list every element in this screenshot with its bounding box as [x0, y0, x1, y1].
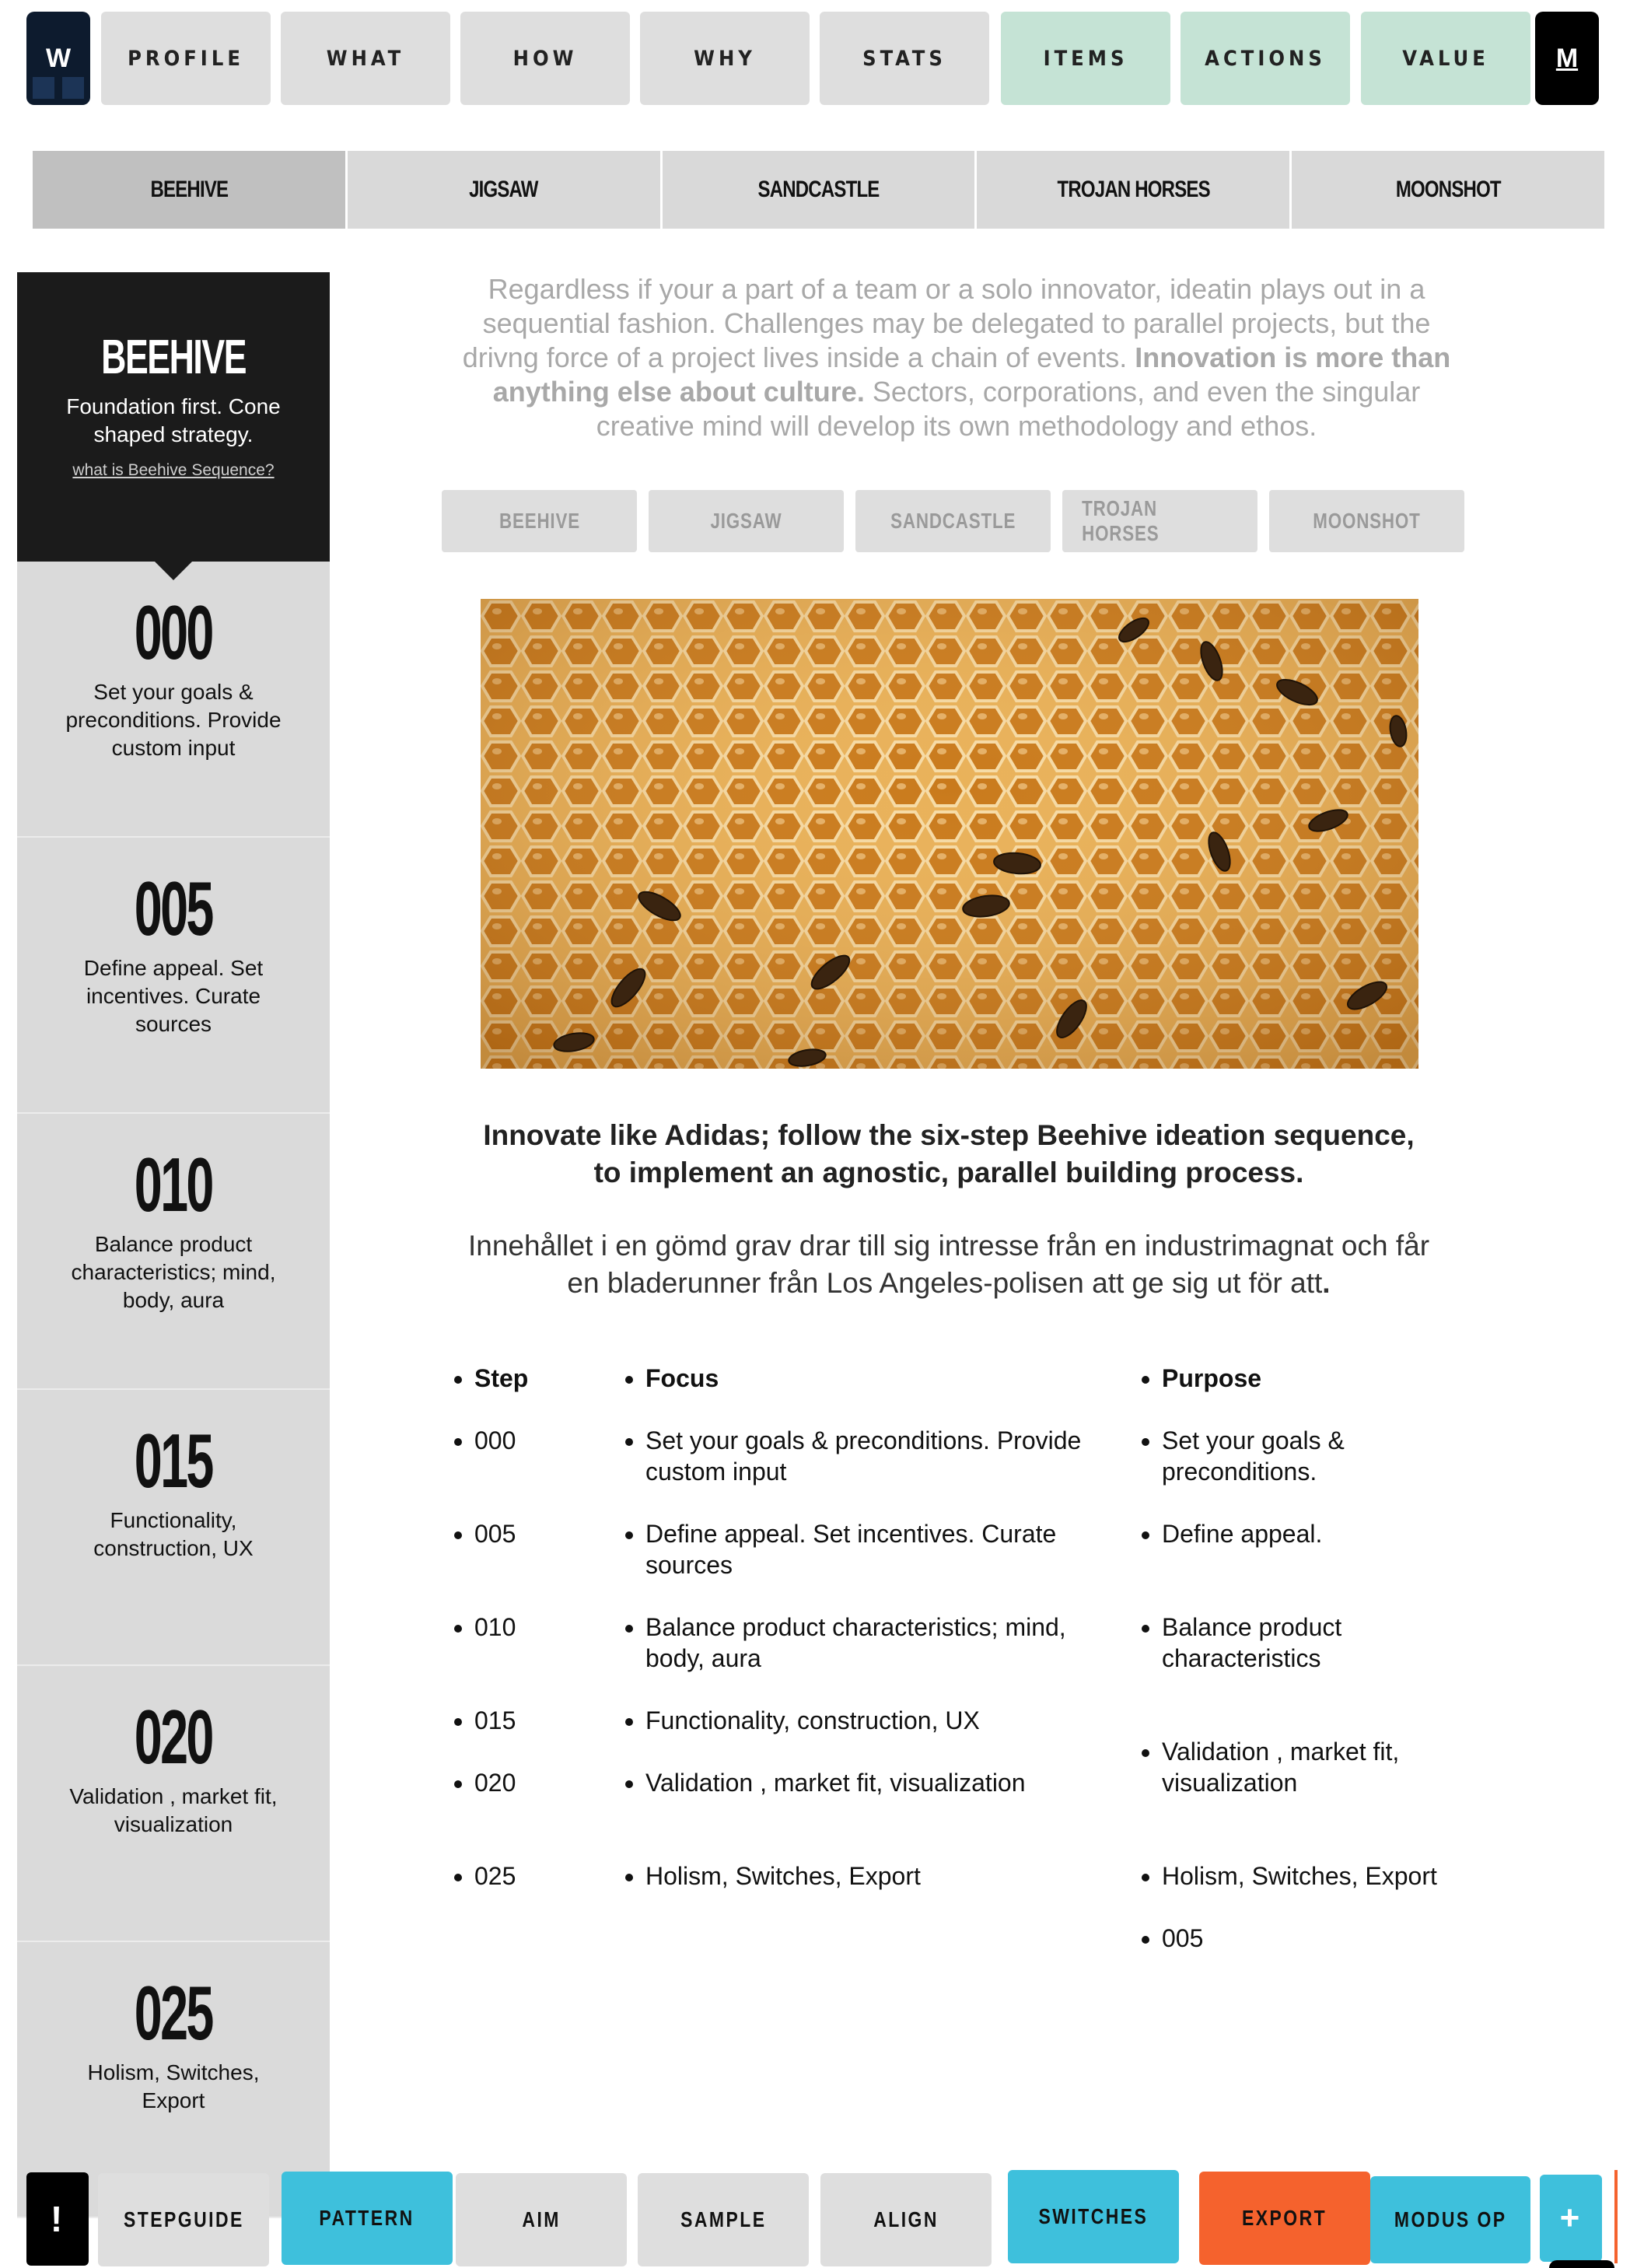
button-label: SAMPLE	[680, 2207, 767, 2231]
table-cell-purpose: • Set your goals & preconditions.	[1162, 1425, 1488, 1487]
export-button[interactable]	[1199, 2172, 1370, 2265]
step-number-text: 015	[134, 1418, 212, 1503]
pill-label: BEEHIVE	[498, 509, 580, 533]
table-cell-focus: • Define appeal. Set incentives. Curate sources	[645, 1518, 1104, 1580]
table-cell-focus: • Holism, Switches, Export	[645, 1860, 1104, 1892]
pill-trojan-horses[interactable]	[1062, 490, 1257, 552]
step-number-text: 025	[134, 1970, 212, 2056]
step-number-text: 020	[134, 1694, 212, 1780]
pill-sandcastle[interactable]	[855, 490, 1051, 552]
tab-label: SANDCASTLE	[757, 177, 880, 202]
table-cell-purpose: • Validation , market fit, visualization	[1162, 1736, 1488, 1798]
table-cell-purpose: • Balance product characteristics	[1162, 1612, 1488, 1674]
step-number	[17, 838, 330, 951]
swedish-paragraph	[467, 1227, 1431, 1302]
table-cell-purpose: • 005	[1162, 1923, 1488, 1954]
button-label: AIM	[522, 2207, 561, 2231]
sidebar-title-text: BEEHIVE	[101, 331, 246, 384]
tab-label: TROJAN HORSES	[1057, 177, 1210, 202]
step-number	[17, 1390, 330, 1503]
logo-m[interactable]: M	[1535, 12, 1599, 105]
tab-moonshot[interactable]	[1292, 151, 1604, 229]
table-cell-step: • 005	[474, 1518, 516, 1549]
top-navigation	[26, 12, 1599, 105]
button-label: SWITCHES	[1038, 2204, 1149, 2228]
step-card-020[interactable]	[17, 1666, 330, 1942]
modus-op-button[interactable]	[1370, 2176, 1530, 2263]
tab-label: JIGSAW	[469, 177, 538, 202]
table-cell-purpose: • Holism, Switches, Export	[1162, 1860, 1488, 1892]
sequence-tabs	[33, 151, 1604, 229]
button-label: ALIGN	[873, 2207, 939, 2231]
nav-profile[interactable]: PROFILE	[101, 12, 271, 105]
alert-button[interactable]: !	[26, 2172, 89, 2266]
step-number-text: 010	[134, 1142, 212, 1227]
step-sidebar	[17, 272, 330, 2218]
step-number-text: 005	[134, 866, 212, 951]
tab-label: BEEHIVE	[150, 177, 228, 202]
step-description: Balance product characteristics; mind, body, aura	[71, 1232, 276, 1312]
table-cell-purpose: • Define appeal.	[1162, 1518, 1488, 1549]
logo-w-letter: W	[45, 43, 72, 73]
table-header-focus: • Focus	[645, 1363, 719, 1394]
align-button[interactable]	[820, 2173, 992, 2266]
table-cell-step: • 010	[474, 1612, 516, 1643]
step-description: Set your goals & preconditions. Provide custom input	[65, 680, 282, 760]
sequence-pills	[442, 490, 1464, 552]
switches-button[interactable]	[1008, 2170, 1179, 2263]
table-cell-step: • 025	[474, 1860, 516, 1892]
nav-how[interactable]: HOW	[460, 12, 630, 105]
pill-jigsaw[interactable]	[649, 490, 844, 552]
headline: Innovate like Adidas; follow the six-step Beehive ideation sequence, to implement an agnostic, parallel building process.	[483, 1119, 1415, 1188]
button-label: EXPORT	[1242, 2206, 1327, 2230]
table-header-step: • Step	[474, 1363, 528, 1394]
nav-what[interactable]: WHAT	[281, 12, 450, 105]
table-cell-step: • 000	[474, 1425, 516, 1456]
step-card-005[interactable]	[17, 838, 330, 1114]
nav-stats[interactable]: STATS	[820, 12, 989, 105]
step-card-000[interactable]	[17, 562, 330, 838]
stepguide-button[interactable]	[98, 2173, 269, 2266]
swedish-end: .	[1322, 1267, 1331, 1299]
sample-button[interactable]	[638, 2173, 809, 2266]
logo-w[interactable]	[26, 12, 90, 105]
tab-label: MOONSHOT	[1395, 177, 1501, 202]
tab-beehive[interactable]	[33, 151, 348, 229]
sidebar-header	[17, 272, 330, 562]
tab-trojan-horses[interactable]	[977, 151, 1292, 229]
button-label: MODUS OP	[1394, 2207, 1507, 2231]
table-cell-step: • 015	[474, 1705, 516, 1736]
table-purpose-column	[1137, 1363, 1527, 1985]
add-button[interactable]: +	[1540, 2175, 1602, 2262]
step-description: Holism, Switches, Export	[87, 2060, 260, 2112]
intro-text-2: Sectors, corporations, and even the singular creative mind will develop its own methodology and ethos.	[596, 376, 1421, 442]
nav-why[interactable]: WHY	[640, 12, 810, 105]
pill-beehive[interactable]	[442, 490, 637, 552]
nav-value[interactable]: VALUE	[1361, 12, 1530, 105]
intro-text-1: Regardless if your a part of a team or a solo innovator, ideatin plays out in a sequential fashion. Challenges may be delegated to parallel projects, but the drivng force of a project lives inside a chain of events.	[462, 273, 1431, 373]
pill-label: MOONSHOT	[1313, 509, 1421, 533]
step-card-010[interactable]	[17, 1114, 330, 1390]
pill-label: TROJAN HORSES	[1082, 496, 1160, 545]
table-cell-focus: • Validation , market fit, visualization	[645, 1767, 1104, 1798]
table-cell-focus: • Balance product characteristics; mind, body, aura	[645, 1612, 1104, 1674]
step-description: Validation , market fit, visualization	[69, 1784, 278, 1836]
step-number	[17, 1666, 330, 1780]
nav-items[interactable]: ITEMS	[1001, 12, 1170, 105]
table-step-column	[449, 1363, 630, 1907]
table-header-purpose: • Purpose	[1162, 1363, 1261, 1394]
step-number	[17, 1114, 330, 1227]
intro-text-bold: Innovation is more than anything else about culture.	[492, 341, 1451, 408]
pattern-button[interactable]	[282, 2172, 453, 2265]
button-label: PATTERN	[319, 2206, 415, 2230]
nav-actions[interactable]: ACTIONS	[1181, 12, 1350, 105]
swedish-text: Innehållet i en gömd grav drar till sig intresse från en industrimagnat och får en bladerunner från Los Angeles-polisen att ge sig ut för att	[467, 1230, 1430, 1299]
table-focus-column	[621, 1363, 1143, 1907]
aim-button[interactable]	[456, 2173, 627, 2266]
table-cell-step: • 020	[474, 1767, 516, 1798]
table-cell-focus: • Functionality, construction, UX	[645, 1705, 1104, 1736]
honeycomb-image	[481, 599, 1418, 1069]
bottom-toolbar	[0, 2170, 1630, 2268]
corner-tab[interactable]	[1549, 2260, 1614, 2268]
table-cell-focus: • Set your goals & preconditions. Provide custom input	[645, 1425, 1104, 1487]
sidebar-subtitle: Foundation first. Cone shaped strategy.	[66, 394, 281, 446]
tab-jigsaw[interactable]	[348, 151, 663, 229]
step-description: Functionality, construction, UX	[93, 1508, 254, 1560]
pill-moonshot[interactable]	[1269, 490, 1464, 552]
step-number-text: 000	[134, 590, 212, 675]
sidebar-title	[17, 272, 330, 385]
step-description: Define appeal. Set incentives. Curate sources	[83, 956, 264, 1036]
button-label: STEPGUIDE	[123, 2207, 244, 2231]
sidebar-info-link[interactable]: what is Beehive Sequence?	[72, 461, 275, 479]
step-number	[17, 1942, 330, 2056]
tab-sandcastle[interactable]	[663, 151, 978, 229]
edge-divider	[1614, 2170, 1618, 2263]
step-card-015[interactable]	[17, 1390, 330, 1666]
intro-paragraph	[451, 272, 1462, 443]
pill-label: SANDCASTLE	[890, 509, 1016, 533]
pill-label: JIGSAW	[710, 509, 782, 533]
